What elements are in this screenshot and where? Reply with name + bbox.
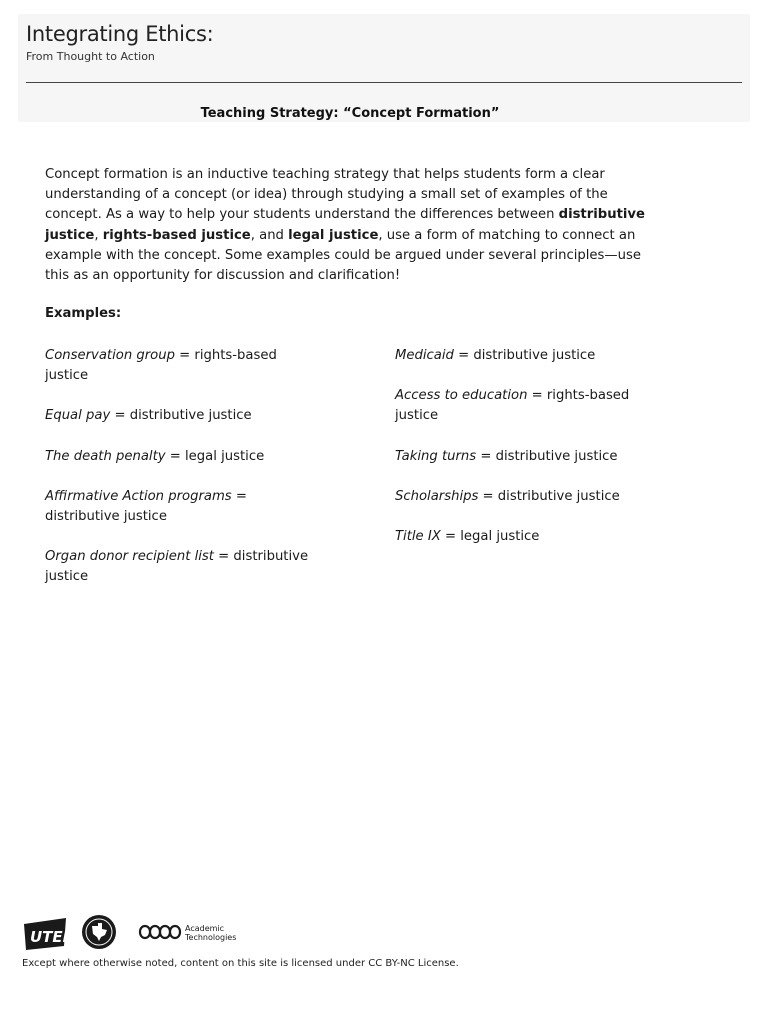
intro-text-4: , use a form of matching to connect an example with the concept. Some examples could be argued under several principles—use this as an opportunity for discussion and clarification! bbox=[45, 227, 641, 284]
footer-logos-svg bbox=[22, 912, 262, 954]
document-title: Integrating Ethics: bbox=[26, 22, 214, 46]
example-answer: = distributive justice bbox=[478, 488, 620, 504]
academic-logo-line1: Academic bbox=[185, 924, 225, 933]
intro-paragraph bbox=[45, 165, 660, 286]
example-answer: = distributive justice bbox=[45, 488, 247, 525]
example-term: Medicaid bbox=[395, 348, 454, 363]
example-term: Conservation group bbox=[45, 348, 175, 363]
example-answer: = legal justice bbox=[165, 448, 265, 464]
example-item bbox=[395, 386, 645, 426]
academic-technologies-logo bbox=[140, 924, 236, 942]
intro-bold-legal: legal justice bbox=[288, 227, 379, 243]
example-answer: = distributive justice bbox=[45, 549, 309, 585]
example-term: Affirmative Action programs bbox=[45, 488, 232, 504]
example-item bbox=[45, 447, 320, 467]
examples-right-column bbox=[395, 346, 645, 567]
intro-bold-distributive: distributive justice bbox=[45, 207, 645, 243]
example-item bbox=[45, 406, 320, 426]
footer-logos bbox=[22, 912, 262, 954]
examples-left-column bbox=[45, 346, 320, 608]
example-answer: = distributive justice bbox=[453, 348, 596, 363]
intro-text-1: Concept formation is an inductive teaching strategy that helps students form a clear understanding of a concept (or idea) through studying a small set of examples of the concept. As a way to help your students understand the differences between bbox=[45, 167, 608, 223]
intro-text-3: , and bbox=[250, 227, 289, 243]
example-term: Title IX bbox=[395, 529, 441, 545]
example-term: Access to education bbox=[395, 388, 528, 404]
example-term: The death penalty bbox=[45, 448, 166, 464]
example-item bbox=[45, 346, 320, 386]
example-answer: = rights-based justice bbox=[45, 348, 277, 384]
example-answer: = rights-based justice bbox=[395, 388, 630, 424]
utep-logo bbox=[24, 918, 74, 950]
utep-logo-text: UTEP bbox=[30, 928, 74, 946]
example-item bbox=[45, 547, 320, 587]
license-note: Except where otherwise noted, content on this site is licensed under CC BY-NC License. bbox=[22, 958, 459, 969]
document-subtitle: From Thought to Action bbox=[26, 50, 155, 63]
academic-logo-line2: Technologies bbox=[185, 933, 237, 942]
example-term: Scholarships bbox=[395, 488, 479, 504]
example-answer: = distributive justice bbox=[476, 448, 618, 464]
texas-seal-logo bbox=[82, 915, 116, 949]
example-term: Taking turns bbox=[395, 448, 477, 464]
strategy-title: Teaching Strategy: “Concept Formation” bbox=[200, 106, 500, 121]
example-item bbox=[395, 447, 645, 467]
example-term: Organ donor recipient list bbox=[45, 549, 214, 565]
examples-heading: Examples: bbox=[45, 306, 122, 321]
header-divider bbox=[26, 82, 742, 83]
intro-text-2: , bbox=[94, 227, 103, 243]
example-item bbox=[395, 527, 645, 547]
example-answer: = distributive justice bbox=[110, 408, 252, 424]
example-answer: = legal justice bbox=[440, 529, 540, 545]
example-item bbox=[45, 487, 320, 527]
example-term: Equal pay bbox=[45, 408, 111, 424]
example-item bbox=[395, 487, 645, 507]
intro-bold-rights: rights-based justice bbox=[102, 227, 251, 243]
example-item bbox=[395, 346, 645, 366]
